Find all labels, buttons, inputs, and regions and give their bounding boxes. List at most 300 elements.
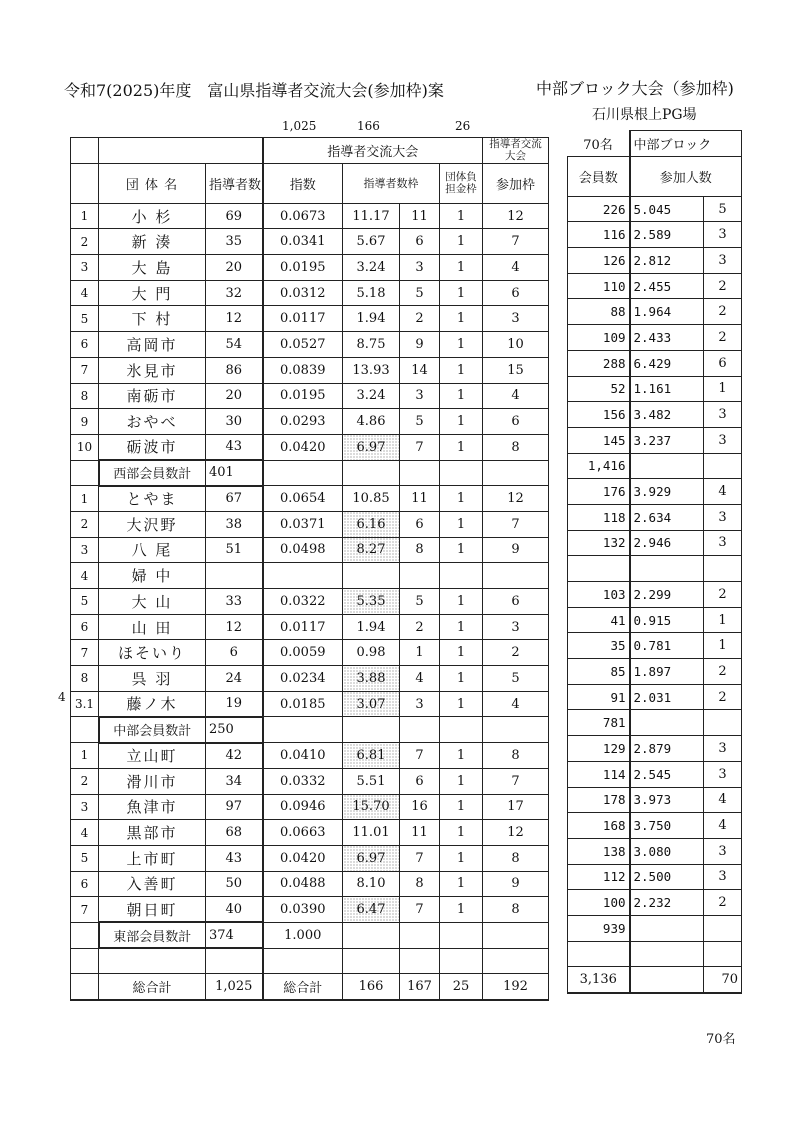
participant-count: 4 (704, 813, 742, 839)
row-number: 4 (71, 563, 99, 589)
right-table-row (568, 633, 742, 659)
top-total-slots: 166 (357, 119, 380, 133)
team-name: 立山町 (99, 743, 206, 769)
index-value: 3.929 (630, 479, 704, 505)
group-fee-slot: 1 (440, 614, 483, 640)
allocated-slots: 2 (400, 306, 440, 332)
table-row (71, 589, 549, 615)
table-row (71, 794, 549, 820)
index-value: 0.781 (630, 633, 704, 659)
index-value (630, 710, 704, 736)
leaders-count: 97 (206, 794, 263, 820)
allocated-slots: 5 (400, 280, 440, 306)
subtotal-row (71, 460, 549, 486)
row-number: 8 (71, 383, 99, 409)
table-row (71, 537, 549, 563)
index-value: 1.161 (630, 376, 704, 402)
header-blank (71, 163, 99, 203)
subtotal-leaders: 250 (206, 717, 263, 743)
right-table-row (568, 248, 742, 274)
participation-slot: 3 (483, 614, 549, 640)
participation-slot: 5 (483, 666, 549, 692)
leaders-count: 67 (206, 486, 263, 512)
right-subtotal-row (568, 453, 742, 479)
index-value: 2.589 (630, 222, 704, 248)
team-name: 山 田 (99, 614, 206, 640)
leaders-count: 33 (206, 589, 263, 615)
leaders-allocation-table (70, 137, 549, 1001)
index-value: 2.433 (630, 325, 704, 351)
member-count: 116 (568, 222, 630, 248)
row-number: 2 (71, 768, 99, 794)
participation-slot: 8 (483, 897, 549, 923)
team-name: 上市町 (99, 845, 206, 871)
cell-empty (400, 460, 440, 486)
member-count: 35 (568, 633, 630, 659)
cell-empty (483, 717, 549, 743)
team-name: 小 杉 (99, 203, 206, 229)
member-count: 178 (568, 787, 630, 813)
leaders-count: 12 (206, 306, 263, 332)
right-table-row (568, 273, 742, 299)
cell-empty (71, 948, 99, 974)
leaders-count: 20 (206, 255, 263, 281)
allocated-slots: 11 (400, 820, 440, 846)
table-row (71, 897, 549, 923)
right-table-row (568, 890, 742, 916)
group-fee-slot: 1 (440, 434, 483, 460)
subtotal-extra (263, 717, 343, 743)
index-value: 2.634 (630, 504, 704, 530)
index-value: 0.0371 (263, 511, 343, 537)
header-blank (71, 138, 99, 164)
right-table-row (568, 838, 742, 864)
row-number: 1 (71, 203, 99, 229)
team-name: 入善町 (99, 871, 206, 897)
subtotal-leaders: 374 (206, 922, 263, 948)
allocated-slots: 5 (400, 409, 440, 435)
row-number: 5 (71, 306, 99, 332)
cell-empty (440, 922, 483, 948)
member-count: 85 (568, 659, 630, 685)
participant-count (704, 453, 742, 479)
leaders-count: 6 (206, 640, 263, 666)
participant-count: 2 (704, 659, 742, 685)
col-sanka: 参加枠 (483, 163, 549, 203)
raw-slots: 11.01 (343, 820, 400, 846)
raw-slots: 5.18 (343, 280, 400, 306)
member-count: 1,416 (568, 453, 630, 479)
participant-count: 3 (704, 864, 742, 890)
index-value: 0.0234 (263, 666, 343, 692)
member-count: 168 (568, 813, 630, 839)
allocated-slots: 9 (400, 332, 440, 358)
cell-empty (263, 948, 343, 974)
index-value: 0.0195 (263, 255, 343, 281)
participant-count (704, 915, 742, 941)
grand-total-row (71, 974, 549, 1000)
allocated-slots: 6 (400, 768, 440, 794)
table-row (71, 871, 549, 897)
index-value: 0.0410 (263, 743, 343, 769)
leaders-count: 24 (206, 666, 263, 692)
row-number: 9 (71, 409, 99, 435)
member-count (568, 556, 630, 582)
member-count: 129 (568, 736, 630, 762)
right-header-row-2 (568, 156, 742, 196)
member-count: 110 (568, 273, 630, 299)
table-row (71, 768, 549, 794)
participation-slot: 17 (483, 794, 549, 820)
row-number: 6 (71, 332, 99, 358)
participant-count: 3 (704, 427, 742, 453)
allocated-slots: 3 (400, 691, 440, 717)
leaders-count: 19 (206, 691, 263, 717)
right-table-row (568, 787, 742, 813)
row-number: 7 (71, 640, 99, 666)
participant-count: 3 (704, 736, 742, 762)
leaders-count: 51 (206, 537, 263, 563)
row-number: 3 (71, 794, 99, 820)
participant-count: 6 (704, 350, 742, 376)
member-count: 138 (568, 838, 630, 864)
participant-count: 1 (704, 607, 742, 633)
raw-slots: 6.16 (343, 511, 400, 537)
index-value: 0.0332 (263, 768, 343, 794)
allocated-slots: 11 (400, 203, 440, 229)
cell-empty (483, 460, 549, 486)
subtotal-row (71, 922, 549, 948)
team-name: ほそいり (99, 640, 206, 666)
table-row (71, 563, 549, 589)
group-header: 指導者交流大会 (263, 138, 483, 164)
group-fee-slot: 1 (440, 332, 483, 358)
group-fee-slot: 1 (440, 409, 483, 435)
cell-empty (400, 922, 440, 948)
grand-total-label: 総合計 (99, 974, 206, 1000)
table-row (71, 203, 549, 229)
index-value: 0.0341 (263, 229, 343, 255)
group-fee-slot: 1 (440, 768, 483, 794)
right-header-row-1 (568, 131, 742, 157)
raw-slots: 8.75 (343, 332, 400, 358)
raw-slots: 3.07 (343, 691, 400, 717)
team-name: 黒部市 (99, 820, 206, 846)
group-fee-slot: 1 (440, 640, 483, 666)
index-value (630, 915, 704, 941)
member-count (568, 941, 630, 967)
row-number: 1 (71, 743, 99, 769)
table-row (71, 640, 549, 666)
team-name: 大 島 (99, 255, 206, 281)
cell-empty (99, 948, 206, 974)
table-row (71, 383, 549, 409)
leaders-count: 12 (206, 614, 263, 640)
index-value: 0.0117 (263, 614, 343, 640)
allocated-slots: 7 (400, 897, 440, 923)
raw-slots: 3.24 (343, 255, 400, 281)
document-title: 令和7(2025)年度 富山県指導者交流大会(参加枠)案 (64, 81, 444, 100)
raw-slots: 5.35 (343, 589, 400, 615)
leaders-count: 86 (206, 357, 263, 383)
group-fee-slot: 1 (440, 666, 483, 692)
group-fee-slot: 1 (440, 794, 483, 820)
participation-slot: 15 (483, 357, 549, 383)
grand-total-group-fee: 25 (440, 974, 483, 1000)
participant-count (704, 710, 742, 736)
team-name: 藤ノ木 (99, 691, 206, 717)
raw-slots: 6.97 (343, 434, 400, 460)
raw-slots: 6.97 (343, 845, 400, 871)
participant-count (704, 941, 742, 967)
index-value: 0.0390 (263, 897, 343, 923)
group-fee-slot: 1 (440, 743, 483, 769)
sanka-header: 指導者交流大会 (483, 138, 549, 164)
index-value: 0.0185 (263, 691, 343, 717)
chubu-block-title: 中部ブロック大会（参加枠) (536, 79, 734, 98)
member-count: 112 (568, 864, 630, 890)
index-value: 2.812 (630, 248, 704, 274)
raw-slots: 4.86 (343, 409, 400, 435)
right-table-row (568, 504, 742, 530)
allocated-slots: 4 (400, 666, 440, 692)
margin-mark: 4 (58, 690, 66, 704)
right-table-row (568, 684, 742, 710)
right-table-row (568, 736, 742, 762)
row-number (71, 922, 99, 948)
col-leaders: 指導者数 (206, 163, 263, 203)
top-total-groups: 26 (455, 119, 471, 133)
participant-count: 3 (704, 530, 742, 556)
group-fee-slot: 1 (440, 897, 483, 923)
index-value (263, 563, 343, 589)
index-value: 0.915 (630, 607, 704, 633)
allocated-slots: 7 (400, 845, 440, 871)
raw-slots: 0.98 (343, 640, 400, 666)
cell-empty (483, 948, 549, 974)
allocated-slots: 6 (400, 511, 440, 537)
team-name: 八 尾 (99, 537, 206, 563)
header-row-1 (71, 138, 549, 164)
team-name: 呉 羽 (99, 666, 206, 692)
index-value: 5.045 (630, 196, 704, 222)
leaders-count (206, 563, 263, 589)
table-row (71, 614, 549, 640)
row-number: 6 (71, 871, 99, 897)
member-count: 103 (568, 582, 630, 608)
right-table-row (568, 582, 742, 608)
allocated-slots: 11 (400, 486, 440, 512)
participant-count: 3 (704, 761, 742, 787)
blank-row (71, 948, 549, 974)
index-value: 3.080 (630, 838, 704, 864)
allocated-slots: 1 (400, 640, 440, 666)
table-row (71, 332, 549, 358)
table-row (71, 229, 549, 255)
participation-slot: 4 (483, 255, 549, 281)
member-count: 88 (568, 299, 630, 325)
participant-count: 2 (704, 299, 742, 325)
raw-slots: 3.88 (343, 666, 400, 692)
index-value: 6.429 (630, 350, 704, 376)
top-total-members: 1,025 (282, 119, 317, 133)
row-number: 6 (71, 614, 99, 640)
allocated-slots: 8 (400, 537, 440, 563)
participation-slot: 4 (483, 691, 549, 717)
right-table-row (568, 941, 742, 967)
subtotal-extra (263, 460, 343, 486)
raw-slots: 8.27 (343, 537, 400, 563)
team-name: 大 山 (99, 589, 206, 615)
subtotal-label: 中部会員数計 (99, 717, 206, 743)
row-number: 2 (71, 229, 99, 255)
team-name: 氷見市 (99, 357, 206, 383)
quota-label: 70名 (568, 131, 630, 157)
raw-slots (343, 563, 400, 589)
index-value: 0.0420 (263, 434, 343, 460)
member-count: 118 (568, 504, 630, 530)
index-value: 0.0527 (263, 332, 343, 358)
participant-count: 3 (704, 248, 742, 274)
member-count: 109 (568, 325, 630, 351)
table-row (71, 306, 549, 332)
cell-empty (440, 460, 483, 486)
right-table-row (568, 659, 742, 685)
member-count: 114 (568, 761, 630, 787)
group-fee-slot: 1 (440, 691, 483, 717)
participation-slot: 9 (483, 537, 549, 563)
right-subtotal-row (568, 710, 742, 736)
chubu-block-header: 中部ブロック (630, 131, 742, 157)
participation-slot: 7 (483, 511, 549, 537)
index-value: 2.299 (630, 582, 704, 608)
member-count: 41 (568, 607, 630, 633)
allocated-slots: 16 (400, 794, 440, 820)
right-grand-total-row (568, 967, 742, 993)
participation-slot: 7 (483, 229, 549, 255)
index-value: 2.455 (630, 273, 704, 299)
table-row (71, 691, 549, 717)
footer-quota-note: 70名 (706, 1032, 736, 1047)
leaders-count: 42 (206, 743, 263, 769)
subtotal-extra: 1.000 (263, 922, 343, 948)
raw-slots: 5.67 (343, 229, 400, 255)
grand-total-participation: 192 (483, 974, 549, 1000)
right-table-row (568, 222, 742, 248)
subtotal-label: 東部会員数計 (99, 922, 206, 948)
right-table-row (568, 299, 742, 325)
index-value (630, 556, 704, 582)
raw-slots: 8.10 (343, 871, 400, 897)
grand-total-slots: 167 (400, 974, 440, 1000)
cell-empty (343, 717, 400, 743)
participant-count: 3 (704, 402, 742, 428)
table-row (71, 486, 549, 512)
right-table-row (568, 350, 742, 376)
grand-total-members: 3,136 (568, 967, 630, 993)
allocated-slots (400, 563, 440, 589)
participation-slot: 8 (483, 845, 549, 871)
row-number: 4 (71, 820, 99, 846)
allocated-slots: 6 (400, 229, 440, 255)
group-fee-slot: 1 (440, 280, 483, 306)
leaders-count: 43 (206, 434, 263, 460)
leaders-count: 43 (206, 845, 263, 871)
allocated-slots: 7 (400, 434, 440, 460)
row-number: 1 (71, 486, 99, 512)
index-value: 2.545 (630, 761, 704, 787)
row-number: 3 (71, 537, 99, 563)
member-count: 288 (568, 350, 630, 376)
row-number: 8 (71, 666, 99, 692)
allocated-slots: 5 (400, 589, 440, 615)
header-blank (99, 138, 263, 164)
raw-slots: 5.51 (343, 768, 400, 794)
participation-slot: 6 (483, 409, 549, 435)
allocated-slots: 14 (400, 357, 440, 383)
team-name: 滑川市 (99, 768, 206, 794)
row-number: 3.1 (71, 691, 99, 717)
index-value: 0.0488 (263, 871, 343, 897)
participant-count: 5 (704, 196, 742, 222)
chubu-block-table (567, 130, 742, 994)
index-value: 1.897 (630, 659, 704, 685)
col-members: 会員数 (568, 156, 630, 196)
table-row (71, 820, 549, 846)
right-table-row (568, 196, 742, 222)
raw-slots: 3.24 (343, 383, 400, 409)
right-table-row (568, 607, 742, 633)
member-count: 91 (568, 684, 630, 710)
index-value: 0.0312 (263, 280, 343, 306)
row-number: 7 (71, 357, 99, 383)
allocated-slots: 2 (400, 614, 440, 640)
index-value: 3.482 (630, 402, 704, 428)
right-table-row (568, 427, 742, 453)
grand-total-raw: 166 (343, 974, 400, 1000)
index-value (630, 941, 704, 967)
participation-slot (483, 563, 549, 589)
leaders-count: 34 (206, 768, 263, 794)
table-row (71, 743, 549, 769)
col-group-fee: 団体負担金枠 (440, 163, 483, 203)
cell-empty (343, 460, 400, 486)
participation-slot: 10 (483, 332, 549, 358)
group-fee-slot: 1 (440, 511, 483, 537)
index-value: 0.0498 (263, 537, 343, 563)
member-count: 132 (568, 530, 630, 556)
leaders-count: 30 (206, 409, 263, 435)
participant-count: 2 (704, 273, 742, 299)
raw-slots: 11.17 (343, 203, 400, 229)
grand-total-participants: 70 (704, 967, 742, 993)
row-number: 4 (71, 280, 99, 306)
index-value: 2.232 (630, 890, 704, 916)
raw-slots: 1.94 (343, 306, 400, 332)
team-name: とやま (99, 486, 206, 512)
cell-empty (440, 948, 483, 974)
team-name: 婦 中 (99, 563, 206, 589)
row-number: 7 (71, 897, 99, 923)
team-name: 南砺市 (99, 383, 206, 409)
team-name: 下 村 (99, 306, 206, 332)
grand-total-leaders: 1,025 (206, 974, 263, 1000)
row-number: 5 (71, 589, 99, 615)
participant-count: 1 (704, 376, 742, 402)
index-value: 0.0059 (263, 640, 343, 666)
participation-slot: 9 (483, 871, 549, 897)
participant-count: 2 (704, 325, 742, 351)
